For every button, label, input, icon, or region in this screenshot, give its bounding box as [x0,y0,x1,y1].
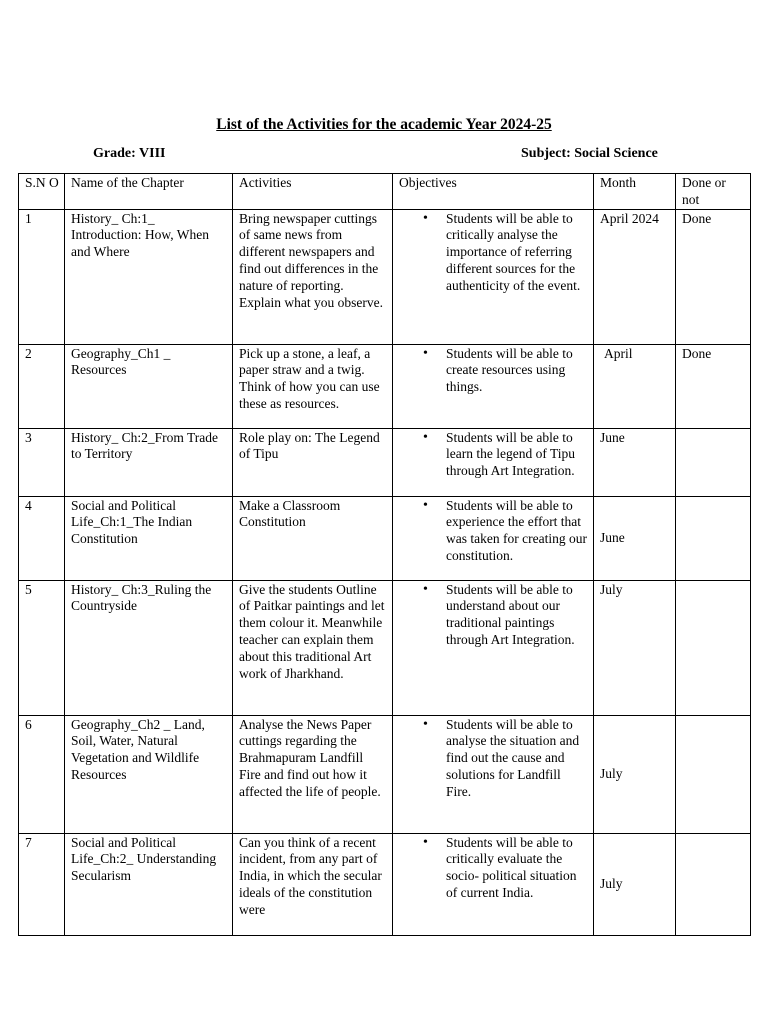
month-cell: June [594,428,676,496]
table-row [19,428,751,496]
month-cell: July [594,715,676,833]
objective-item: • Students will be able to experience the effort that was taken for creating our constitution. [446,498,588,565]
table-row [19,580,751,715]
objective-cell [393,496,594,580]
grade-label: Grade: VIII [93,146,166,161]
objective-cell [393,209,594,344]
done-cell: Done [676,344,751,428]
table-row [19,496,751,580]
activity-cell: Give the students Outline of Paitkar paintings and let them colour it. Meanwhile teacher can explain them about this traditional Art work of Jharkhand. [233,580,393,715]
sno-cell: 2 [19,344,65,428]
objective-cell [393,580,594,715]
month-cell: April [594,344,676,428]
table-header-row [19,174,751,210]
chapter-cell: Social and Political Life_Ch:2_ Understanding Secularism [65,833,233,935]
sno-cell: 1 [19,209,65,344]
sno-cell: 3 [19,428,65,496]
column-header-month: Month [594,174,676,210]
objective-item: • Students will be able to critically evaluate the socio- political situation of current India. [446,835,588,902]
subject-label: Subject: Social Science [521,146,658,161]
objective-item: • Students will be able to understand about our traditional paintings through Art Integration. [446,582,588,649]
sno-cell: 7 [19,833,65,935]
done-cell [676,833,751,935]
objective-cell [393,344,594,428]
column-header-done: Done or not [676,174,751,210]
sno-cell: 6 [19,715,65,833]
column-header-chapter: Name of the Chapter [65,174,233,210]
done-cell: Done [676,209,751,344]
objective-item: • Students will be able to critically analyse the importance of referring different sources for the authenticity of the event. [446,211,588,295]
done-cell [676,580,751,715]
table-row [19,209,751,344]
activity-cell: Analyse the News Paper cuttings regarding the Brahmapuram Landfill Fire and find out how it affected the life of people. [233,715,393,833]
objective-cell [393,833,594,935]
done-cell [676,428,751,496]
column-header-activities: Activities [233,174,393,210]
column-header-objectives: Objectives [393,174,594,210]
month-cell: June [594,496,676,580]
chapter-cell: History_ Ch:2_From Trade to Territory [65,428,233,496]
page-title: List of the Activities for the academic Year 2024-25 [216,116,552,133]
objective-item: • Students will be able to analyse the situation and find out the cause and solutions for Landfill Fire. [446,717,588,801]
activity-cell: Bring newspaper cuttings of same news from different newspapers and find out differences in the nature of reporting. Explain what you observe. [233,209,393,344]
done-cell [676,715,751,833]
objective-item: • Students will be able to create resources using things. [446,346,588,396]
chapter-cell: History_ Ch:3_Ruling the Countryside [65,580,233,715]
month-cell: July [594,833,676,935]
month-cell: July [594,580,676,715]
chapter-cell: Social and Political Life_Ch:1_The Indian Constitution [65,496,233,580]
activities-table [18,173,751,936]
chapter-cell: History_ Ch:1_ Introduction: How, When and Where [65,209,233,344]
table-row [19,715,751,833]
sno-cell: 4 [19,496,65,580]
sno-cell: 5 [19,580,65,715]
activity-cell: Pick up a stone, a leaf, a paper straw and a twig. Think of how you can use these as resources. [233,344,393,428]
month-cell: April 2024 [594,209,676,344]
objective-cell [393,428,594,496]
done-cell [676,496,751,580]
objective-cell [393,715,594,833]
activity-cell: Role play on: The Legend of Tipu [233,428,393,496]
activity-cell: Can you think of a recent incident, from any part of India, in which the secular ideals of the constitution were [233,833,393,935]
activity-cell: Make a Classroom Constitution [233,496,393,580]
chapter-cell: Geography_Ch2 _ Land, Soil, Water, Natural Vegetation and Wildlife Resources [65,715,233,833]
table-row [19,833,751,935]
objective-item: • Students will be able to learn the legend of Tipu through Art Integration. [446,430,588,480]
table-row [19,344,751,428]
chapter-cell: Geography_Ch1 _ Resources [65,344,233,428]
column-header-sno: S.N O [19,174,65,210]
